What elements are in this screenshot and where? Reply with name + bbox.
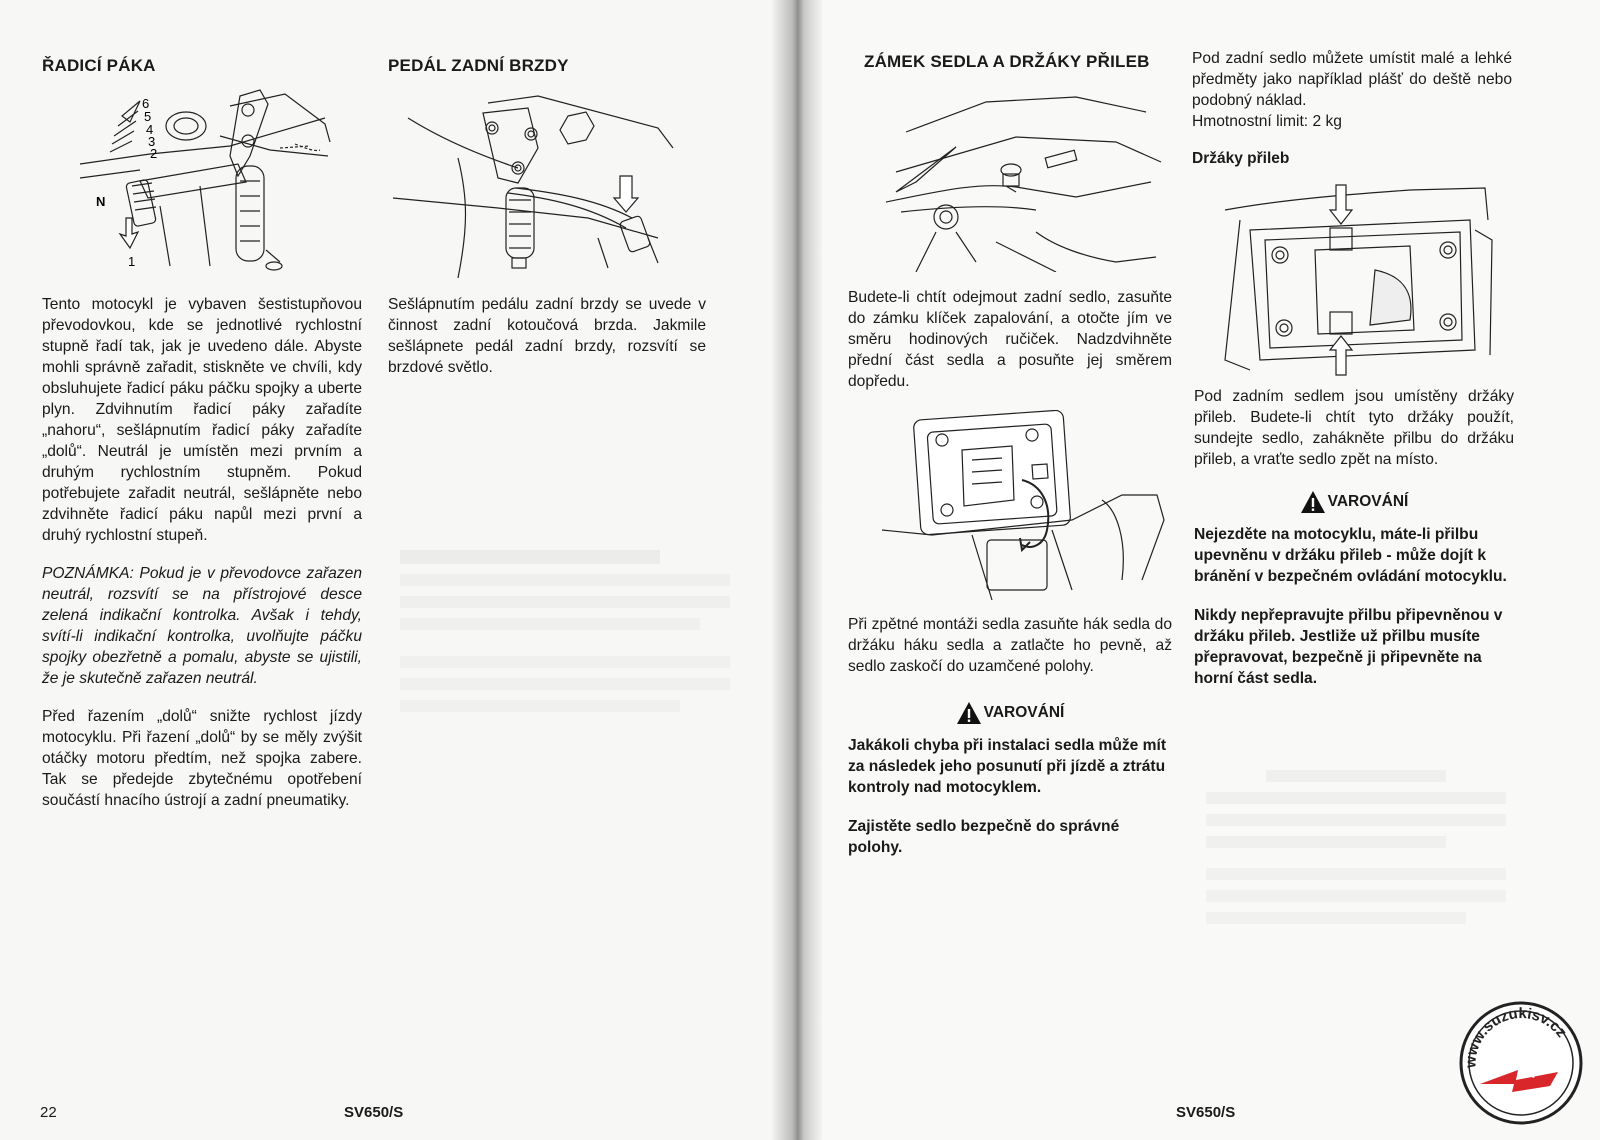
helmet-warning-text-1: Nejezděte na motocyklu, máte-li přilbu upevněnu v držáku přileb - může dojít k bránění v bezpečném ovládání motocyklu. xyxy=(1194,526,1507,585)
gear-4-label: 4 xyxy=(146,122,154,137)
gear-2-label: 2 xyxy=(150,146,158,161)
seat-warning-text-2: Zajistěte sedlo bezpečně do správné polohy. xyxy=(848,818,1120,856)
helmet-warning-title: VAROVÁNÍ xyxy=(1194,490,1514,514)
left-page xyxy=(0,0,796,1140)
bleed-through xyxy=(400,540,730,722)
shift-lever-heading: ŘADICÍ PÁKA xyxy=(42,56,156,75)
helmet-holders-subheading: Držáky přileb xyxy=(1192,150,1290,167)
seat-hook-figure xyxy=(872,410,1172,610)
bleed-through-right xyxy=(1206,760,1506,934)
shift-lever-note: POZNÁMKA: Pokud je v převodovce zařazen neutrál, rozsvítí se na přístrojové desce zelená indikační kontrolka. Avšak i tehdy, svítí-li indikační kontrolka, uvolňujte páčku spojky obezřetně a pomalu, abyste se ujistili, že je skutečně zařazen neutrál. xyxy=(42,565,362,687)
gear-5-label: 5 xyxy=(144,109,152,124)
stamp-text: www.suzukisv.cz xyxy=(1462,1005,1571,1069)
right-column-2 xyxy=(1192,48,1512,168)
left-column-1-text xyxy=(42,294,362,811)
seat-warning-text-1: Jakákoli chyba při instalaci sedla může mít za následek jeho posunutí při jízdě a ztrátu kontroly nad motocyklem. xyxy=(848,737,1167,796)
suzukisv-stamp xyxy=(1458,1000,1584,1126)
right-page xyxy=(796,0,1600,1140)
left-column-1 xyxy=(42,56,360,76)
seat-install-paragraph: Při zpětné montáži sedla zasuňte hák sedla do držáku háku sedla a zatlačte ho pevně, až sedlo zaskočí do uzamčené polohy. xyxy=(848,616,1172,675)
model-footer-left: SV650/S xyxy=(344,1104,404,1121)
gear-3-label: 3 xyxy=(148,134,156,149)
helmet-holder-paragraph: Pod zadním sedlem jsou umístěny držáky přileb. Budete-li chtít tyto držáky použít, sundejte sedlo, zahákněte přilbu do držáku přileb, a vraťte sedlo zpět na místo. xyxy=(1194,388,1514,468)
helmet-warning-text-2: Nikdy nepřepravujte přilbu připevněnou v držáku přileb. Jestliže už přilbu musíte přepravovat, bezpečně ji připevněte na horní část sedla. xyxy=(1194,607,1503,687)
storage-paragraph: Pod zadní sedlo můžete umístit malé a lehké předměty jako například plášť do deště nebo podobný náklad. xyxy=(1192,50,1512,109)
warning-icon xyxy=(956,701,982,725)
seat-removal-paragraph: Budete-li chtít odejmout zadní sedlo, zasuňte do zámku klíček zapalování, a otočte jím ve směru hodinových ručiček. Nadzdvihněte přední část sedla a posuňte jej směrem dopředu. xyxy=(848,289,1172,390)
right-column-1 xyxy=(864,52,1194,72)
downshift-paragraph: Před řazením „dolů“ snižte rychlost jízdy motocyklu. Při řazení „dolů“ by se měly zvýšit otáčky motoru předtím, než spojka zabere. Tak se předejde zbytečnému opotřebení součástí hnacího ústrojí a zadní pneumatiky. xyxy=(42,708,362,809)
gear-6-label: 6 xyxy=(142,96,150,111)
helmet-holder-figure xyxy=(1220,180,1495,380)
shift-lever-paragraph: Tento motocykl je vybaven šestistupňovou převodovkou, kde se jednotlivé rychlostní stupně řadí tak, jak je uvedeno dále. Abyste mohli správně zařadit, stiskněte ve chvíli, kdy obsluhujete řadicí páku páčku spojky a uberte plyn. Zdvihnutím řadicí páky zařadíte „nahoru“, sešlápnutím řadicí páky zařadíte „dolů“. Neutrál je umístěn mezi prvním a druhým rychlostním stupněm. Pokud potřebujete zařadit neutrál, sešlápněte nebo zdvihněte řadicí páku napůl mezi první a druhý rychlostní stupeň. xyxy=(42,296,362,544)
page-number-left: 22 xyxy=(40,1104,57,1121)
right-column-2-text xyxy=(1194,386,1514,689)
right-column-1-text-2 xyxy=(848,614,1172,858)
neutral-label: N xyxy=(96,194,106,209)
left-column-2-text xyxy=(388,294,706,378)
book-gutter xyxy=(772,0,822,1140)
gear-1-label: 1 xyxy=(128,254,136,269)
warning-icon xyxy=(1300,490,1326,514)
seat-warning-title: VAROVÁNÍ xyxy=(848,701,1172,725)
model-footer-right: SV650/S xyxy=(1176,1104,1236,1121)
weight-limit: Hmotnostní limit: 2 kg xyxy=(1192,113,1342,130)
left-column-2 xyxy=(388,56,706,76)
brake-pedal-heading: PEDÁL ZADNÍ BRZDY xyxy=(388,56,569,75)
seat-lock-figure xyxy=(876,82,1166,272)
brake-pedal-figure xyxy=(388,88,678,283)
brake-pedal-paragraph: Sešlápnutím pedálu zadní brzdy se uvede v činnost zadní kotoučová brzda. Jakmile sešlápnete pedál zadní brzdy, rozsvítí se brzdové světlo. xyxy=(388,296,706,376)
shift-lever-figure xyxy=(70,86,340,276)
right-column-1-text xyxy=(848,287,1172,392)
seat-lock-heading: ZÁMEK SEDLA A DRŽÁKY PŘILEB xyxy=(864,52,1150,71)
